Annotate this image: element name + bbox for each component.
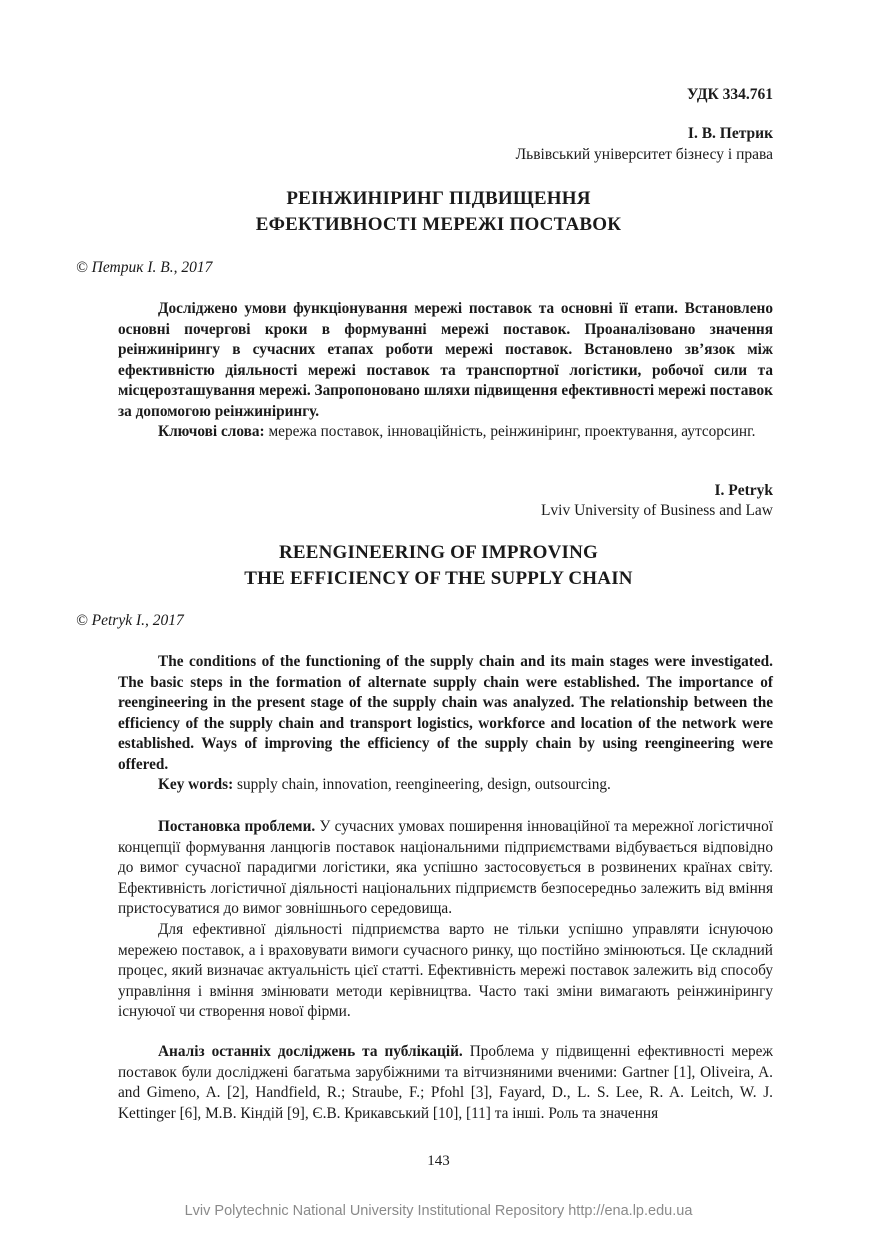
copyright-ua: © Петрик І. В., 2017 [76, 259, 213, 276]
title-ua-line2: ЕФЕКТИВНОСТІ МЕРЕЖІ ПОСТАВОК [255, 214, 622, 235]
keywords-ua [118, 422, 773, 443]
author-en: I. Petryk [714, 482, 773, 499]
keywords-ua-list: мережа поставок, інноваційність, реінжиніринг, проектування, аутсорсинг. [264, 423, 756, 440]
keywords-en-list: supply chain, innovation, reengineering, design, outsourcing. [233, 776, 611, 793]
abstract-ua [118, 299, 773, 443]
title-en-line1: REENGINEERING OF IMPROVING [278, 542, 599, 563]
keywords-en [118, 775, 773, 796]
abstract-en-text: The conditions of the functioning of the supply chain and its main stages were investigated. The basic steps in the formation of alternate supply chain were established. The importance of reengineering in the present stage of the supply chain was analyzed. The relationship between the efficiency of the supply chain and transport logistics, workforce and location of the network were established. Ways of improving the efficiency of the supply chain by using reengineering were offered. [118, 653, 773, 773]
heading-problem: Постановка проблеми. [158, 818, 316, 835]
paragraph-analysis-text: Проблема у підвищенні ефективності мереж поставок були досліджені багатьма зарубіжними та вітчизняними вченими: Gartner [1], Oliveira, A. and Gimeno, A. [2], Handfield, R.; Straube, F.; Pfohl [3], Fayard, D., L. S. Lee, R. A. Leitch, W. J. Kettinger [6], М.В. Кіндій [9], Є.В. Крикавський [10], [11] та інші. Роль та значення [118, 1043, 773, 1122]
affiliation-en: Lviv University of Business and Law [540, 502, 773, 519]
udk-code: УДК 334.761 [687, 86, 773, 103]
keywords-en-label: Key words: [158, 776, 234, 793]
abstract-en [118, 652, 773, 796]
page-number: 143 [427, 1153, 450, 1169]
copyright-en: © Petryk I., 2017 [76, 612, 184, 629]
paragraph-analysis [118, 1042, 773, 1124]
affiliation-ua: Львівський університет бізнесу і права [515, 146, 773, 163]
body-section-analysis [118, 1042, 773, 1124]
paragraph-problem-text: У сучасних умовах поширення інноваційної та мережної логістичної концепції формування ланцюгів поставок національними підприємствами відбувається відповідно до вимог сучасної парадигми логістики, яка успішно застосовується в розвинених країнах світу. Ефективність логістичної діяльності національних підприємств безпосередньо залежить від вміння пристосуватися до вимог зовнішнього середовища. [118, 818, 774, 918]
abstract-ua-text: Досліджено умови функціонування мережі поставок та основні її етапи. Встановлено основні почергові кроки в формуванні мережі поставок. Проаналізовано значення реінжинірингу в сучасних етапах роботи мережі поставок. Встановлено зв’язок між ефективністю діяльності мережі поставок та транспортної логістики, робочої сили та місцерозташування мережі. Запропоновано шляхи підвищення ефективності мережі поставок за допомогою реінжинірингу. [118, 300, 773, 420]
repository-footer: Lviv Polytechnic National University Institutional Repository http://ena.lp.edu.ua [184, 1203, 693, 1219]
author-ua: І. В. Петрик [687, 125, 773, 142]
title-ua-line1: РЕІНЖИНІРИНГ ПІДВИЩЕННЯ [286, 188, 591, 209]
heading-analysis: Аналіз останніх досліджень та публікацій. [158, 1043, 463, 1060]
paragraph-effectiveness: Для ефективної діяльності підприємства варто не тільки успішно управляти існуючою мережею поставок, а і враховувати вимоги сучасного ринку, що постійно змінюються. Це складний процес, який визначає актуальність цієї статті. Ефективність мережі поставок залежить від способу управління і вміння змінювати методи керівництва. Часто такі зміни вимагають реінжинірингу існуючої чи створення нової фірми. [118, 920, 773, 1021]
title-en-line2: THE EFFICIENCY OF THE SUPPLY CHAIN [244, 568, 633, 589]
paragraph-problem [118, 817, 773, 920]
keywords-ua-label: Ключові слова: [158, 423, 265, 440]
body-section-problem [118, 817, 773, 1023]
